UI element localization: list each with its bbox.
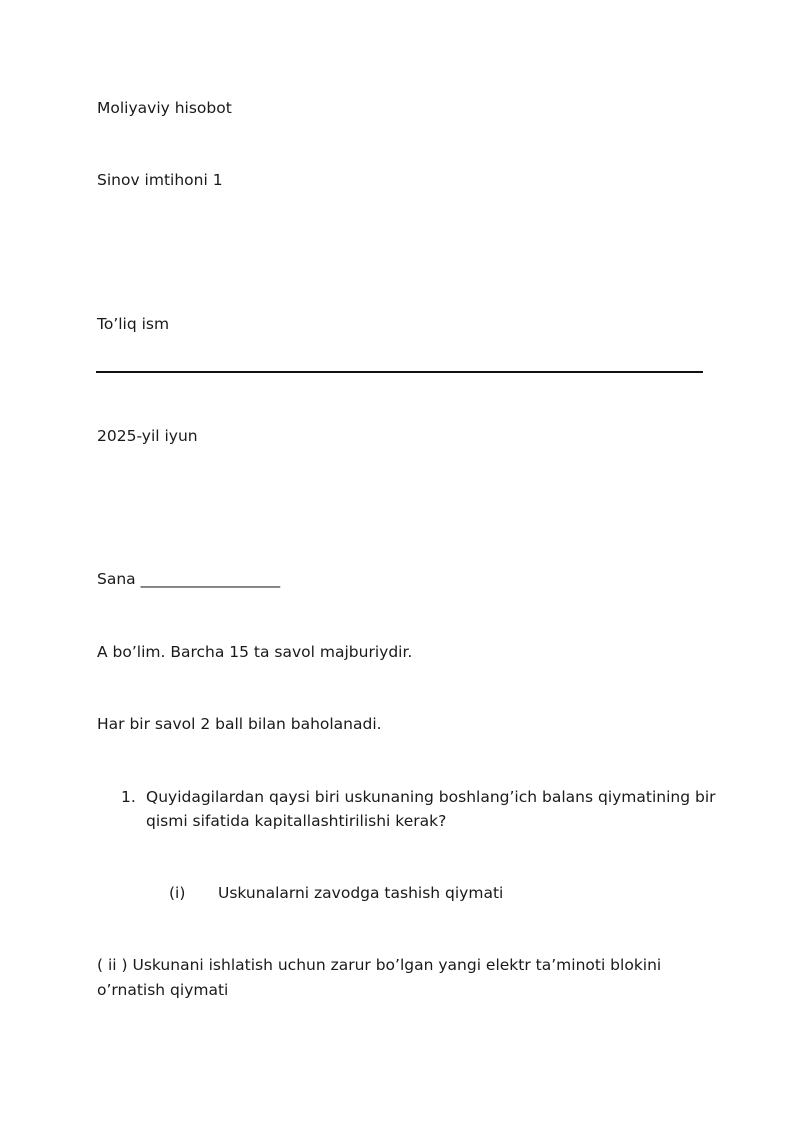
scoring-note: Har bir savol 2 ball bilan baholanadi. <box>97 715 382 733</box>
option-text: Uskunalarni zavodga tashish qiymati <box>218 884 504 902</box>
full-name-underline <box>96 371 703 373</box>
option-text: Uskunani ishlatish uchun zarur bo’lgan yangi elektr ta’minoti blokini o’rnatish qiymati <box>97 956 662 999</box>
option-label: ( ii ) <box>97 956 128 974</box>
option-paragraph <box>97 953 687 1003</box>
exam-title: Sinov imtihoni 1 <box>97 171 223 189</box>
full-name-label: To’liq ism <box>97 315 170 333</box>
section-title: A bo’lim. Barcha 15 ta savol majburiydir. <box>97 643 413 661</box>
course-title: Moliyaviy hisobot <box>97 99 232 117</box>
option-label: (i) <box>169 884 186 902</box>
question-text: Quyidagilardan qaysi biri uskunaning boshlang’ich balans qiymatining bir qismi sifatida kapitallashtirilishi kerak? <box>146 788 716 830</box>
date-field: Sana __________________ <box>97 570 281 588</box>
question-number: 1. <box>121 788 136 806</box>
exam-period: 2025-yil iyun <box>97 427 198 445</box>
